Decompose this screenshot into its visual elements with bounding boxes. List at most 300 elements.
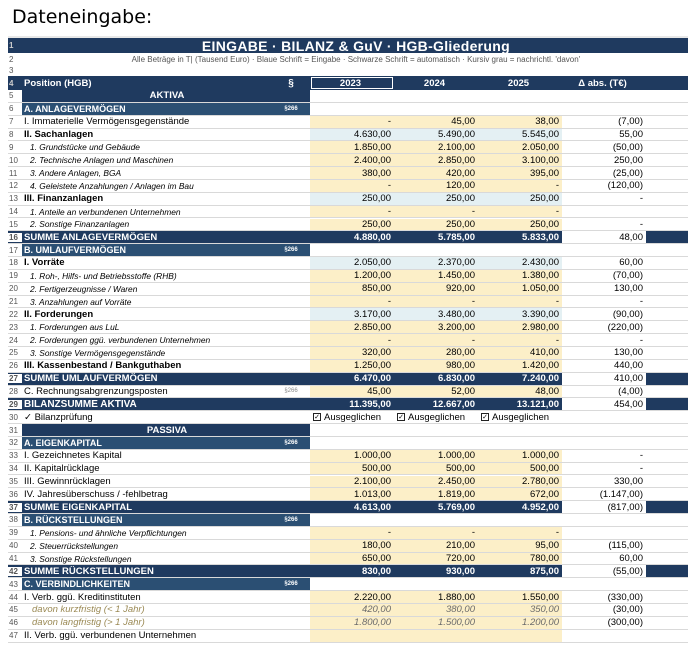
delta-cell: (817,00) bbox=[562, 501, 646, 513]
value-cell-2024[interactable]: 1.880,00 bbox=[394, 591, 478, 603]
value-cell-2025[interactable]: 500,00 bbox=[478, 463, 562, 475]
row-number: 37 bbox=[8, 503, 22, 512]
table-row[interactable] bbox=[8, 565, 688, 578]
value-cell-2023[interactable]: 2.400,00 bbox=[310, 154, 394, 166]
value-cell-2023[interactable]: - bbox=[310, 296, 394, 308]
delta-cell: - bbox=[639, 218, 643, 230]
value-cell-2024[interactable]: 250,00 bbox=[394, 219, 478, 231]
row-number: 38 bbox=[9, 515, 18, 525]
value-cell-2024[interactable]: 3.480,00 bbox=[394, 308, 478, 320]
delta-cell: 130,00 bbox=[613, 347, 643, 359]
position-label[interactable]: 2. Sonstige Finanzanlagen bbox=[30, 219, 130, 230]
row-number: 2 bbox=[9, 54, 14, 64]
table-row[interactable] bbox=[8, 334, 688, 347]
value-cell-2024[interactable]: 210,00 bbox=[394, 540, 478, 552]
paragraph-ref bbox=[272, 193, 310, 205]
value-cell-2025[interactable]: 875,00 bbox=[529, 565, 559, 577]
value-cell-2024[interactable]: - bbox=[394, 206, 478, 218]
delta-cell: (220,00) bbox=[607, 321, 643, 333]
paragraph-ref bbox=[272, 296, 310, 308]
position-label[interactable]: C. Rechnungsabgrenzungsposten bbox=[24, 385, 168, 397]
table-row[interactable] bbox=[8, 219, 688, 232]
row-number: 44 bbox=[9, 592, 18, 602]
balance-check-label: Ausgeglichen bbox=[408, 411, 466, 423]
position-label[interactable]: 1. Anteile an verbundenen Unternehmen bbox=[30, 206, 181, 217]
row-number: 47 bbox=[9, 631, 18, 641]
value-cell-2023[interactable]: - bbox=[310, 116, 394, 128]
value-cell-2023[interactable]: 2.100,00 bbox=[310, 476, 394, 488]
paragraph-ref bbox=[272, 617, 310, 629]
paragraph-ref bbox=[272, 540, 310, 552]
row-number: 8 bbox=[9, 129, 14, 139]
paragraph-ref: §266 bbox=[272, 514, 310, 526]
row-number: 16 bbox=[8, 233, 22, 242]
table-row[interactable] bbox=[8, 308, 688, 321]
value-cell-2024[interactable]: 12.667,00 bbox=[432, 398, 475, 410]
table-row[interactable] bbox=[8, 103, 688, 116]
position-label[interactable]: II. Kapitalrücklage bbox=[24, 463, 100, 475]
row-number: 4 bbox=[9, 78, 14, 88]
position-label[interactable]: SUMME RÜCKSTELLUNGEN bbox=[24, 565, 154, 577]
value-cell-2024[interactable]: 45,00 bbox=[394, 116, 478, 128]
position-label[interactable]: 3. Andere Anlagen, BGA bbox=[30, 168, 122, 179]
balance-check-cell[interactable] bbox=[310, 411, 394, 423]
delta-cell: (330,00) bbox=[607, 591, 643, 603]
table-row[interactable] bbox=[8, 360, 688, 373]
row-number: 35 bbox=[9, 476, 18, 486]
empty-row[interactable] bbox=[8, 65, 688, 75]
paragraph-ref: §266 bbox=[272, 437, 310, 449]
value-cell-2023[interactable]: - bbox=[310, 527, 394, 539]
value-cell-2025[interactable]: 2.050,00 bbox=[478, 141, 562, 153]
table-row[interactable] bbox=[8, 540, 688, 553]
row-number: 6 bbox=[9, 104, 14, 114]
value-cell-2023[interactable]: 45,00 bbox=[310, 386, 394, 398]
position-label[interactable]: B. UMLAUFVERMÖGEN bbox=[22, 244, 272, 256]
position-label[interactable]: 1. Forderungen aus LuL bbox=[30, 322, 120, 333]
table-row[interactable] bbox=[8, 630, 688, 643]
value-cell-2023[interactable]: 4.613,00 bbox=[354, 501, 391, 513]
position-label[interactable]: II. Sachanlagen bbox=[24, 128, 94, 140]
value-cell-2024[interactable]: 52,00 bbox=[394, 386, 478, 398]
value-cell-2024[interactable]: 920,00 bbox=[394, 283, 478, 295]
table-row[interactable] bbox=[8, 514, 688, 527]
value-cell-2024[interactable]: 1.500,00 bbox=[394, 617, 478, 629]
delta-cell: (70,00) bbox=[612, 270, 643, 282]
value-cell-2024[interactable]: 500,00 bbox=[394, 463, 478, 475]
value-cell-2023[interactable]: 1.013,00 bbox=[310, 488, 394, 500]
row-number: 36 bbox=[9, 489, 18, 499]
value-cell-2024[interactable]: 280,00 bbox=[394, 347, 478, 359]
header-row[interactable] bbox=[8, 76, 688, 90]
value-cell-2025[interactable]: 2.780,00 bbox=[478, 476, 562, 488]
value-cell-2024[interactable]: 1.819,00 bbox=[394, 488, 478, 500]
value-cell-2025[interactable]: - bbox=[478, 206, 562, 218]
value-cell-2025[interactable]: - bbox=[478, 296, 562, 308]
value-cell-2024[interactable]: 980,00 bbox=[394, 360, 478, 372]
table-row[interactable] bbox=[8, 206, 688, 219]
header-position: Position (HGB) bbox=[24, 77, 92, 89]
position-label[interactable]: C. VERBINDLICHKEITEN bbox=[22, 578, 272, 590]
value-cell-2024[interactable]: 6.830,00 bbox=[438, 373, 475, 385]
position-label[interactable]: ✓ Bilanzprüfung bbox=[24, 411, 93, 423]
table-row[interactable] bbox=[8, 321, 688, 334]
row-number: 24 bbox=[9, 335, 18, 345]
position-label[interactable]: davon kurzfristig (< 1 Jahr) bbox=[32, 604, 145, 616]
table-row[interactable] bbox=[8, 450, 688, 463]
value-cell-2025[interactable]: 1.420,00 bbox=[478, 360, 562, 372]
position-label[interactable]: I. Verb. ggü. Kreditinstituten bbox=[24, 591, 141, 603]
value-cell-2023[interactable]: 11.395,00 bbox=[349, 398, 391, 410]
row-number: 14 bbox=[9, 207, 18, 217]
position-label[interactable]: 2. Fertigerzeugnisse / Waren bbox=[30, 283, 138, 294]
row-number: 1 bbox=[9, 41, 14, 50]
value-cell-2024[interactable]: 1.000,00 bbox=[394, 450, 478, 462]
value-cell-2024[interactable]: 420,00 bbox=[394, 167, 478, 179]
paragraph-ref bbox=[272, 604, 310, 616]
delta-cell: 48,00 bbox=[562, 231, 646, 243]
position-label[interactable]: B. RÜCKSTELLUNGEN bbox=[22, 514, 272, 526]
value-cell-2025[interactable]: 395,00 bbox=[478, 167, 562, 179]
paragraph-ref: §266 bbox=[272, 103, 310, 115]
row-number: 19 bbox=[9, 271, 18, 281]
paragraph-ref bbox=[272, 129, 310, 141]
value-cell-2025[interactable]: 38,00 bbox=[478, 116, 562, 128]
position-label[interactable]: III. Finanzanlagen bbox=[24, 193, 104, 205]
table-row[interactable] bbox=[8, 244, 688, 257]
value-cell-2025[interactable]: - bbox=[478, 180, 562, 192]
value-cell-2025[interactable]: 1.050,00 bbox=[478, 283, 562, 295]
delta-cell: 250,00 bbox=[613, 154, 643, 166]
value-cell-2025[interactable]: 1.550,00 bbox=[478, 591, 562, 603]
subtitle-row[interactable] bbox=[8, 53, 688, 65]
value-cell-2024[interactable]: - bbox=[394, 527, 478, 539]
position-label[interactable]: 4. Geleistete Anzahlungen / Anlagen im Bau bbox=[30, 180, 194, 191]
position-label[interactable]: 1. Pensions- und ähnliche Verpflichtungen bbox=[30, 527, 187, 538]
paragraph-ref bbox=[272, 553, 310, 565]
paragraph-ref bbox=[272, 488, 310, 500]
value-cell-2023[interactable]: 320,00 bbox=[310, 347, 394, 359]
table-row[interactable] bbox=[8, 424, 688, 437]
band-label: AKTIVA bbox=[22, 90, 310, 102]
delta-cell: - bbox=[639, 334, 643, 346]
value-cell-2024[interactable]: 380,00 bbox=[394, 604, 478, 616]
table-row[interactable] bbox=[8, 270, 688, 283]
row-number: 5 bbox=[9, 91, 14, 101]
table-row[interactable] bbox=[8, 463, 688, 476]
row-number: 23 bbox=[9, 322, 18, 332]
table-row[interactable] bbox=[8, 296, 688, 309]
checkbox-icon[interactable]: ✓ bbox=[482, 413, 488, 421]
row-number: 21 bbox=[9, 297, 18, 307]
value-cell-2025[interactable] bbox=[478, 630, 562, 642]
position-label[interactable]: III. Kassenbestand / Bankguthaben bbox=[24, 360, 182, 372]
table-row[interactable] bbox=[8, 553, 688, 566]
paragraph-ref bbox=[272, 219, 310, 231]
table-row[interactable] bbox=[8, 193, 688, 206]
header-year-2023[interactable]: 2023 bbox=[310, 76, 394, 90]
checkbox-icon[interactable]: ✓ bbox=[398, 413, 404, 421]
row-number: 30 bbox=[9, 412, 18, 422]
position-label[interactable]: BILANZSUMME AKTIVA bbox=[24, 398, 137, 410]
row-number: 9 bbox=[9, 142, 14, 152]
delta-cell: (7,00) bbox=[618, 116, 643, 128]
header-year-2024[interactable]: 2024 bbox=[423, 77, 446, 89]
header-delta: Δ abs. (T€) bbox=[578, 77, 627, 89]
delta-cell: 130,00 bbox=[613, 283, 643, 295]
value-cell-2024[interactable]: 2.370,00 bbox=[394, 257, 478, 269]
row-number: 18 bbox=[9, 258, 18, 268]
position-label[interactable]: 3. Anzahlungen auf Vorräte bbox=[30, 296, 132, 307]
value-cell-2024[interactable]: 720,00 bbox=[394, 553, 478, 565]
paragraph-ref bbox=[272, 334, 310, 346]
balance-check-cell[interactable] bbox=[478, 411, 562, 423]
table-row[interactable] bbox=[8, 347, 688, 360]
value-cell-2023[interactable]: 1.200,00 bbox=[310, 270, 394, 282]
value-cell-2025[interactable]: 250,00 bbox=[478, 219, 562, 231]
value-cell-2024[interactable]: - bbox=[394, 296, 478, 308]
table-row[interactable] bbox=[8, 617, 688, 630]
value-cell-2024[interactable]: 5.785,00 bbox=[438, 231, 475, 243]
header-para: § bbox=[288, 77, 294, 89]
position-label[interactable]: I. Immaterielle Vermögensgegenstände bbox=[24, 116, 190, 128]
position-label[interactable]: IV. Jahresüberschuss / -fehlbetrag bbox=[24, 488, 168, 500]
paragraph-ref bbox=[272, 463, 310, 475]
value-cell-2025[interactable]: 1.200,00 bbox=[478, 617, 562, 629]
paragraph-ref bbox=[272, 501, 310, 513]
row-number: 10 bbox=[9, 155, 18, 165]
row-number: 43 bbox=[9, 579, 18, 589]
position-label[interactable]: I. Vorräte bbox=[24, 257, 65, 269]
paragraph-ref bbox=[272, 231, 310, 243]
value-cell-2023[interactable]: 2.850,00 bbox=[310, 321, 394, 333]
value-cell-2024[interactable]: 5.490,00 bbox=[394, 129, 478, 141]
value-cell-2025[interactable]: 410,00 bbox=[478, 347, 562, 359]
sheet-title: EINGABE · BILANZ & GuV · HGB-Gliederung bbox=[201, 38, 510, 53]
value-cell-2024[interactable]: 250,00 bbox=[394, 193, 478, 205]
value-cell-2024[interactable]: 2.450,00 bbox=[394, 476, 478, 488]
value-cell-2024[interactable]: 3.200,00 bbox=[394, 321, 478, 333]
value-cell-2025[interactable]: - bbox=[478, 527, 562, 539]
delta-cell: (4,00) bbox=[618, 385, 643, 397]
table-row[interactable] bbox=[8, 167, 688, 180]
position-label[interactable]: A. ANLAGEVERMÖGEN bbox=[22, 103, 272, 115]
value-cell-2023[interactable]: 2.050,00 bbox=[310, 257, 394, 269]
value-cell-2023[interactable]: 1.800,00 bbox=[310, 617, 394, 629]
table-row[interactable] bbox=[8, 386, 688, 399]
value-cell-2023[interactable]: - bbox=[310, 180, 394, 192]
balance-check-label: Ausgeglichen bbox=[324, 411, 382, 423]
position-label[interactable]: II. Verb. ggü. verbundenen Unternehmen bbox=[24, 630, 197, 642]
table-row[interactable] bbox=[8, 257, 688, 270]
value-cell-2023[interactable]: 830,00 bbox=[361, 565, 391, 577]
delta-cell: (30,00) bbox=[612, 604, 643, 616]
row-number: 29 bbox=[8, 400, 22, 409]
table-row[interactable] bbox=[8, 488, 688, 501]
position-label[interactable]: 2. Technische Anlagen und Maschinen bbox=[30, 155, 174, 166]
value-cell-2023[interactable]: 250,00 bbox=[310, 219, 394, 231]
value-cell-2025[interactable]: 7.240,00 bbox=[522, 373, 559, 385]
position-label[interactable]: 1. Grundstücke und Gebäude bbox=[30, 142, 140, 153]
table-row[interactable] bbox=[8, 231, 688, 244]
row-number: 46 bbox=[9, 618, 18, 628]
value-cell-2024[interactable]: 2.850,00 bbox=[394, 154, 478, 166]
value-cell-2025[interactable]: 250,00 bbox=[478, 193, 562, 205]
paragraph-ref bbox=[272, 283, 310, 295]
table-row[interactable] bbox=[8, 154, 688, 167]
spreadsheet[interactable] bbox=[8, 36, 688, 656]
value-cell-2023[interactable]: 500,00 bbox=[310, 463, 394, 475]
delta-cell bbox=[562, 630, 646, 642]
position-label[interactable]: I. Gezeichnetes Kapital bbox=[24, 450, 122, 462]
value-cell-2023[interactable]: - bbox=[310, 334, 394, 346]
table-row[interactable] bbox=[8, 437, 688, 450]
value-cell-2025[interactable]: 350,00 bbox=[478, 604, 562, 616]
paragraph-ref: §266 bbox=[272, 578, 310, 590]
value-cell-2025[interactable]: 5.833,00 bbox=[522, 231, 559, 243]
value-cell-2023[interactable] bbox=[310, 630, 394, 642]
position-label[interactable]: davon langfristig (> 1 Jahr) bbox=[32, 617, 145, 629]
table-row[interactable] bbox=[8, 501, 688, 514]
value-cell-2023[interactable]: 2.220,00 bbox=[310, 591, 394, 603]
delta-cell: (115,00) bbox=[608, 540, 643, 552]
position-label[interactable]: 1. Roh-, Hilfs- und Betriebsstoffe (RHB) bbox=[30, 270, 177, 281]
value-cell-2023[interactable]: 3.170,00 bbox=[310, 308, 394, 320]
paragraph-ref bbox=[272, 630, 310, 642]
position-label[interactable]: 3. Sonstige Rückstellungen bbox=[30, 553, 132, 564]
row-number: 42 bbox=[8, 567, 22, 576]
value-cell-2025[interactable]: 2.430,00 bbox=[478, 257, 562, 269]
value-cell-2025[interactable]: 95,00 bbox=[478, 540, 562, 552]
value-cell-2025[interactable]: 2.980,00 bbox=[478, 321, 562, 333]
value-cell-2024[interactable]: 930,00 bbox=[445, 565, 475, 577]
value-cell-2023[interactable]: 1.850,00 bbox=[310, 141, 394, 153]
value-cell-2023[interactable]: 1.000,00 bbox=[310, 450, 394, 462]
value-cell-2025[interactable]: 5.545,00 bbox=[478, 129, 562, 141]
table-row[interactable] bbox=[8, 373, 688, 386]
table-row[interactable] bbox=[8, 398, 688, 411]
table-row[interactable] bbox=[8, 141, 688, 154]
paragraph-ref bbox=[272, 373, 310, 385]
value-cell-2024[interactable]: 2.100,00 bbox=[394, 141, 478, 153]
row-number: 33 bbox=[9, 451, 18, 461]
paragraph-ref bbox=[272, 360, 310, 372]
value-cell-2025[interactable]: - bbox=[478, 334, 562, 346]
value-cell-2025[interactable]: 672,00 bbox=[478, 488, 562, 500]
paragraph-ref bbox=[272, 206, 310, 218]
table-row[interactable] bbox=[8, 180, 688, 193]
position-label[interactable]: II. Forderungen bbox=[24, 308, 94, 320]
sheet-subtitle: Alle Beträge in T| (Tausend Euro) · Blaue Schrift = Eingabe · Schwarze Schrift = automatisch · Kursiv grau = nachrichtl. 'davon' bbox=[131, 54, 581, 64]
paragraph-ref bbox=[272, 527, 310, 539]
title-row[interactable] bbox=[8, 38, 688, 53]
value-cell-2025[interactable]: 780,00 bbox=[478, 553, 562, 565]
paragraph-ref bbox=[272, 565, 310, 577]
row-number: 41 bbox=[9, 554, 18, 564]
value-cell-2024[interactable] bbox=[394, 630, 478, 642]
table-row[interactable] bbox=[8, 116, 688, 129]
position-label[interactable]: 2. Forderungen ggü. verbundenen Unternehmen bbox=[30, 335, 211, 346]
row-number: 12 bbox=[9, 181, 18, 191]
value-cell-2024[interactable]: 1.450,00 bbox=[394, 270, 478, 282]
delta-cell: (120,00) bbox=[607, 180, 643, 192]
paragraph-ref bbox=[272, 308, 310, 320]
position-label[interactable]: SUMME UMLAUFVERMÖGEN bbox=[24, 373, 158, 385]
value-cell-2023[interactable]: 250,00 bbox=[310, 193, 394, 205]
header-year-2025[interactable]: 2025 bbox=[507, 77, 530, 89]
balance-check-label: Ausgeglichen bbox=[492, 411, 550, 423]
value-cell-2025[interactable]: 3.390,00 bbox=[478, 308, 562, 320]
table-row[interactable] bbox=[8, 604, 688, 617]
value-cell-2023[interactable]: 4.880,00 bbox=[354, 231, 391, 243]
table-row[interactable] bbox=[8, 129, 688, 142]
row-number: 31 bbox=[9, 425, 18, 435]
position-label[interactable]: 2. Steuerrückstellungen bbox=[30, 540, 118, 551]
value-cell-2023[interactable]: 1.250,00 bbox=[310, 360, 394, 372]
value-cell-2023[interactable]: 420,00 bbox=[310, 604, 394, 616]
row-number: 27 bbox=[8, 374, 22, 383]
row-number: 34 bbox=[9, 464, 18, 474]
paragraph-ref bbox=[272, 321, 310, 333]
position-label[interactable]: SUMME ANLAGEVERMÖGEN bbox=[24, 231, 158, 243]
row-number: 7 bbox=[9, 117, 14, 127]
value-cell-2023[interactable]: 380,00 bbox=[310, 167, 394, 179]
value-cell-2024[interactable]: 120,00 bbox=[394, 180, 478, 192]
value-cell-2025[interactable]: 48,00 bbox=[478, 386, 562, 398]
position-label[interactable]: SUMME EIGENKAPITAL bbox=[24, 501, 133, 513]
paragraph-ref bbox=[272, 476, 310, 488]
table-row[interactable] bbox=[8, 283, 688, 296]
row-number: 25 bbox=[9, 348, 18, 358]
value-cell-2023[interactable]: 180,00 bbox=[310, 540, 394, 552]
position-label[interactable]: A. EIGENKAPITAL bbox=[22, 437, 272, 449]
value-cell-2023[interactable]: - bbox=[310, 206, 394, 218]
delta-cell: (50,00) bbox=[612, 141, 643, 153]
paragraph-ref bbox=[272, 450, 310, 462]
value-cell-2025[interactable]: 3.100,00 bbox=[478, 154, 562, 166]
position-label[interactable]: 3. Sonstige Vermögensgegenstände bbox=[30, 347, 166, 358]
delta-cell: - bbox=[639, 463, 643, 475]
table-row[interactable] bbox=[8, 411, 688, 424]
value-cell-2023[interactable]: 850,00 bbox=[310, 283, 394, 295]
paragraph-ref bbox=[272, 154, 310, 166]
value-cell-2025[interactable]: 4.952,00 bbox=[522, 501, 559, 513]
value-cell-2024[interactable]: 5.769,00 bbox=[438, 501, 475, 513]
row-number: 20 bbox=[9, 284, 18, 294]
value-cell-2023[interactable]: 4.630,00 bbox=[310, 129, 394, 141]
value-cell-2023[interactable]: 6.470,00 bbox=[354, 373, 391, 385]
balance-check-cell[interactable] bbox=[394, 411, 478, 423]
delta-cell: 454,00 bbox=[562, 398, 646, 410]
value-cell-2023[interactable]: 650,00 bbox=[310, 553, 394, 565]
checkbox-icon[interactable]: ✓ bbox=[314, 413, 320, 421]
value-cell-2025[interactable]: 13.121,00 bbox=[516, 398, 559, 410]
value-cell-2025[interactable]: 1.000,00 bbox=[478, 450, 562, 462]
value-cell-2024[interactable]: - bbox=[394, 334, 478, 346]
position-label[interactable]: III. Gewinnrücklagen bbox=[24, 475, 111, 487]
row-number: 28 bbox=[9, 386, 18, 396]
delta-cell: (90,00) bbox=[612, 308, 643, 320]
table-row[interactable] bbox=[8, 476, 688, 489]
paragraph-ref bbox=[272, 167, 310, 179]
table-row[interactable] bbox=[8, 90, 688, 103]
caption: Dateneingabe: bbox=[12, 6, 153, 28]
table-row[interactable] bbox=[8, 591, 688, 604]
value-cell-2025[interactable]: 1.380,00 bbox=[478, 270, 562, 282]
table-row[interactable] bbox=[8, 578, 688, 591]
table-row[interactable] bbox=[8, 527, 688, 540]
paragraph-ref: §266 bbox=[272, 244, 310, 256]
